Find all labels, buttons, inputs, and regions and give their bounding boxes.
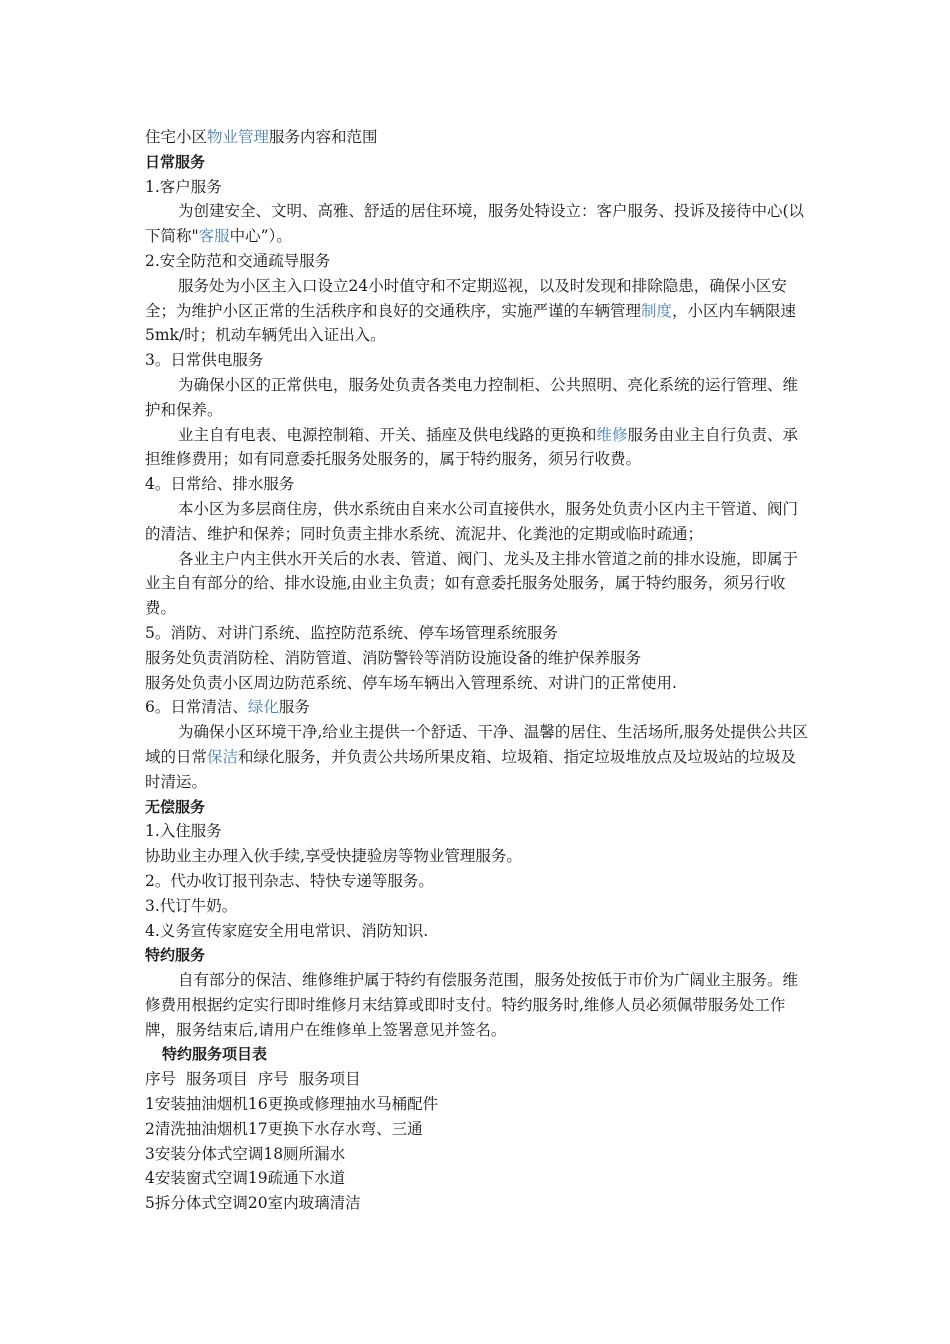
paragraph: 服务处负责消防栓、消防管道、消防警铃等消防设施设备的维护保养服务 (145, 648, 642, 667)
section-heading-free: 无偿服务 (145, 797, 206, 816)
link-property-management[interactable]: 物业管理 (207, 128, 270, 146)
document-body (145, 125, 810, 1216)
paragraph: 自有部分的保洁、维修维护属于特约有偿服务范围，服务处按低于市价为广阔业主服务。维修费用根据约定实行即时维修月末结算或即时支付。特约服务时,维修人员必须佩带服务处工作牌，服务结束后,请用户在维修单上签署意见并签名。 (145, 971, 799, 1039)
document-title: 住宅小区物业管理服务内容和范围 (145, 128, 378, 146)
table-row: 1安装抽油烟机16更换或修理抽水马桶配件 (145, 1095, 439, 1114)
paragraph: 各业主户内主供水开关后的水表、管道、阀门、龙头及主排水管道之前的排水设施，即属于业主自有部分的给、排水设施,由业主负责；如有意委托服务处服务，属于特约服务，须另行收费。 (145, 549, 799, 618)
table-row: 5拆分体式空调20室内玻璃清洁 (145, 1194, 361, 1213)
paragraph: 业主自有电表、电源控制箱、开关、插座及供电线路的更换和维修服务由业主自行负责、承担维修费用；如有同意委托服务处服务的，属于特约服务，须另行收费。 (145, 425, 799, 469)
item-power: 3。日常供电服务 (145, 351, 264, 370)
paragraph: 服务处为小区主入口设立24小时值守和不定期巡视，以及时发现和排除隐患，确保小区安全；为维护小区正常的生活秩序和良好的交通秩序，实施严谨的车辆管理制度，小区内车辆限速5mk/时；机动车辆凭出入证出入。 (145, 276, 797, 345)
link-repair[interactable]: 维修 (596, 425, 628, 444)
list-item: 3.代订牛奶。 (145, 896, 238, 915)
item-move-in: 1.入住服务 (145, 822, 222, 841)
paragraph: 本小区为多层商住房，供水系统由自来水公司直接供水，服务处负责小区内主干管道、阀门的清洁、维护和保养；同时负责主排水系统、流泥井、化粪池的定期或临时疏通； (145, 499, 799, 543)
link-system[interactable]: 制度 (641, 301, 673, 320)
link-greening[interactable]: 绿化 (247, 698, 279, 717)
table-header: 序号 服务项目 序号 服务项目 (145, 1070, 361, 1089)
link-cleaning[interactable]: 保洁 (207, 747, 239, 766)
item-fire: 5。消防、对讲门系统、监控防范系统、停车场管理系统服务 (145, 623, 558, 642)
item-water: 4。日常给、排水服务 (145, 475, 295, 494)
paragraph: 为确保小区的正常供电，服务处负责各类电力控制柜、公共照明、亮化系统的运行管理、维护和保养。 (145, 375, 799, 419)
table-row: 2清洗抽油烟机17更换下水存水弯、三通 (145, 1119, 423, 1138)
paragraph: 协助业主办理入伙手续,享受快捷验房等物业管理服务。 (145, 847, 522, 866)
table-row: 4安装窗式空调19疏通下水道 (145, 1169, 346, 1188)
list-item: 2。代办收订报刊杂志、特快专递等服务。 (145, 871, 434, 890)
item-customer-service: 1.客户服务 (145, 177, 222, 196)
list-item: 4.义务宣传家庭安全用电常识、消防知识. (145, 921, 429, 940)
table-row: 3安装分体式空调18厕所漏水 (145, 1144, 346, 1163)
section-heading-special: 特约服务 (145, 946, 206, 965)
table-heading: 特约服务项目表 (162, 1045, 268, 1064)
paragraph: 为创建安全、文明、高雅、舒适的居住环境，服务处特设立：客户服务、投诉及接待中心(以下简称"客服中心”）。 (145, 202, 805, 246)
paragraph: 服务处负责小区周边防范系统、停车场车辆出入管理系统、对讲门的正常使用. (145, 673, 677, 692)
item-cleaning: 6。日常清洁、绿化服务 (145, 698, 310, 717)
link-customer-service[interactable]: 客服 (198, 227, 230, 246)
item-security: 2.安全防范和交通疏导服务 (145, 251, 331, 270)
paragraph: 为确保小区环境干净,给业主提供一个舒适、干净、温馨的居住、生活场所,服务处提供公共区域的日常保洁和绿化服务，并负责公共场所果皮箱、垃圾箱、指定垃圾堆放点及垃圾站的垃圾及时清运。 (145, 723, 808, 791)
section-heading-daily: 日常服务 (145, 152, 206, 171)
